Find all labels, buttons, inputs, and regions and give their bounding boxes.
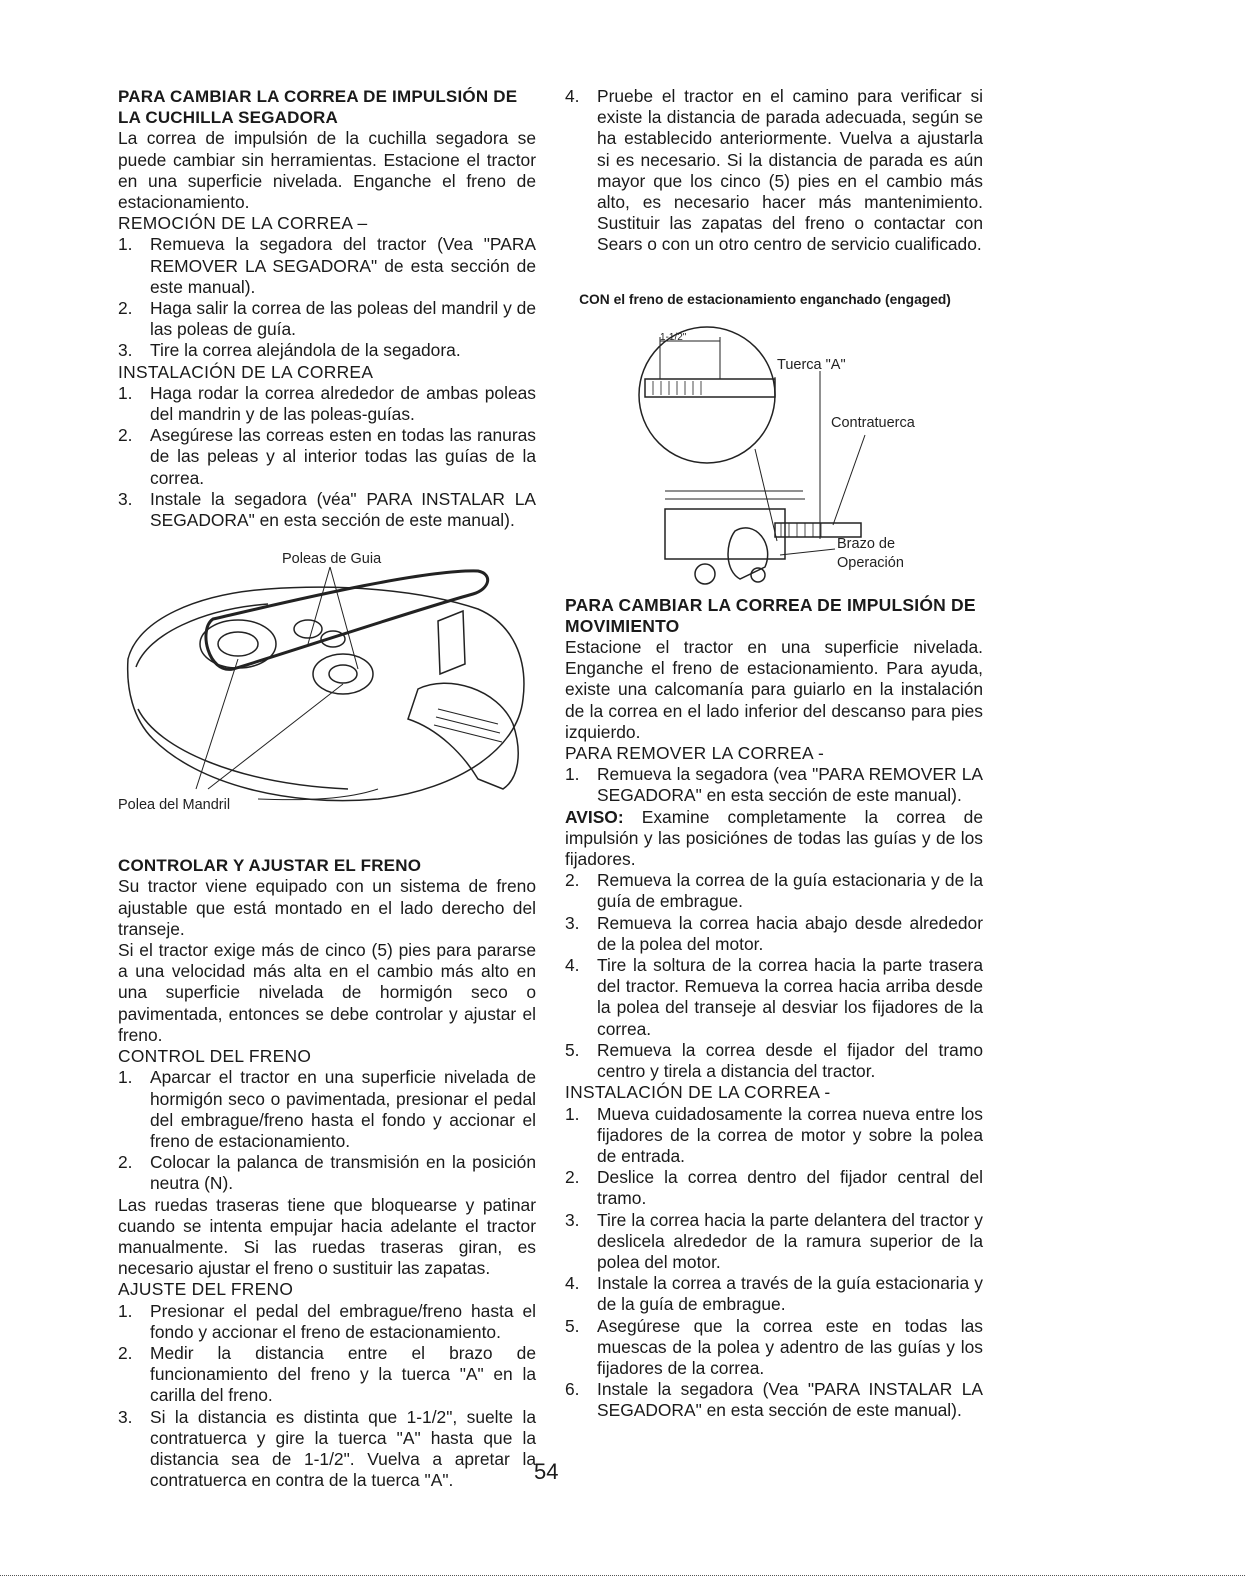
item-number: 5. xyxy=(565,1039,580,1060)
deck-bracket xyxy=(438,611,465,674)
item-text: Haga salir la correa de las poleas del mandril y de las poleas de guía. xyxy=(150,298,536,340)
guide-pulley-1 xyxy=(294,620,322,638)
left-column xyxy=(118,86,536,1491)
page-number: 54 xyxy=(534,1459,559,1484)
install-belt-heading: INSTALACIÓN DE LA CORREA - xyxy=(565,1082,831,1103)
item-text: Remueva la correa de la guía estacionaria y de la guía de embrague. xyxy=(597,870,983,912)
list-item xyxy=(118,234,536,298)
mower-deck-figure xyxy=(118,549,536,849)
notice-text: Examine completamente la correa de impulsión y las posiciónes de todas las guías y de los fijadores. xyxy=(565,806,983,870)
list-item xyxy=(565,870,983,912)
item-text: Instale la segadora (Vea "PARA INSTALAR LA SEGADORA" en esta sección de este manual). xyxy=(597,1379,983,1421)
item-text: Instale la segadora (véa" PARA INSTALAR LA SEGADORA" en esta sección de este manual). xyxy=(150,488,536,531)
operating-arm-leader xyxy=(780,549,835,555)
item-text: Deslice la correa dentro del fijador central del tramo. xyxy=(597,1167,983,1209)
magnifier-circle xyxy=(639,327,775,463)
item-number: 2. xyxy=(118,1152,133,1173)
operating-arm xyxy=(728,528,768,579)
dimension-extension-lines xyxy=(660,337,720,379)
item-text: Asegúrese que la correa este en todas las muescas de la polea y adentro de las guías y los fijadores de la correa. xyxy=(597,1315,983,1378)
drive-belt-intro: La correa de impulsión de la cuchilla segadora se puede cambiar sin herramientas. Estacione el tractor en una superficie nivelada. Enganche el freno de estacionamiento. xyxy=(118,128,536,213)
list-item xyxy=(565,1316,983,1380)
item-text: Remueva la correa desde el fijador del tramo centro y tirela a distancia del tractor. xyxy=(597,1039,983,1082)
item-text: Instale la correa a través de la guía estacionaria y de la guía de embrague. xyxy=(597,1273,983,1315)
magnifier-cone xyxy=(755,449,777,541)
list-item xyxy=(565,1167,983,1209)
item-number: 3. xyxy=(118,340,133,361)
spindle-pulley-left xyxy=(200,620,276,668)
item-number: 2. xyxy=(118,1342,133,1363)
item-text: Asegúrese las correas esten en todas las ranuras de las peleas y al interior todas las guías de la correa. xyxy=(150,425,536,488)
mower-deck-illustration xyxy=(118,549,536,849)
locknut-leader xyxy=(833,435,865,525)
spindle-pulley-label: Polea del Mandril xyxy=(118,797,231,814)
brake-pivot xyxy=(695,564,715,584)
item-number: 1. xyxy=(565,764,580,785)
list-item xyxy=(118,1407,536,1492)
item-text: Medir la distancia entre el brazo de funcionamiento del freno y la tuerca "A" en la carilla del freno. xyxy=(150,1342,536,1406)
brake-figure-title: CON el freno de estacionamiento enganchado (engaged) xyxy=(579,291,951,307)
item-text: Remueva la correa hacia abajo desde alrededor de la polea del motor. xyxy=(597,912,983,954)
list-item xyxy=(565,764,983,806)
item-number: 1. xyxy=(118,1300,133,1321)
list-item xyxy=(118,383,536,425)
guide-pulleys-leader xyxy=(308,567,358,669)
list-item xyxy=(118,489,536,531)
item-text: Pruebe el tractor en el camino para verificar si existe la distancia de parada adecuada, según se ha establecido anteriormente. Vuelva a ajustarla si es necesario. Si la distancia de parada es aún mayor que los cinco (5) pies en el cambio más alto, es necesario hacer más mantenimiento. Sustituir las zapatas del freno o contactar con Sears o con un otro centro de servicio cualificado. xyxy=(597,86,983,255)
item-number: 4. xyxy=(565,86,580,106)
right-column xyxy=(565,86,983,1422)
deck-outline xyxy=(128,587,524,800)
list-item xyxy=(565,1273,983,1315)
spindle-pulley-right-hub xyxy=(329,665,357,683)
item-number: 1. xyxy=(118,1067,133,1088)
item-number: 2. xyxy=(118,298,133,319)
item-number: 2. xyxy=(565,870,580,891)
adjust-heading: AJUSTE DEL FRENO xyxy=(118,1279,294,1300)
remove-belt-heading: PARA REMOVER LA CORREA - xyxy=(565,743,825,764)
item-text: Remueva la segadora (vea "PARA REMOVER LA SEGADORA" en esta sección de este manual). xyxy=(597,764,983,806)
spindle-pulley-right xyxy=(313,654,373,694)
list-item xyxy=(565,1104,983,1168)
control-note: Las ruedas traseras tiene que bloquearse y patinar cuando se intenta empujar hacia adelante el tractor manualmente. Si las ruedas traseras giran, es necesario ajustar el freno o sustituir las zapatas. xyxy=(118,1194,536,1279)
adjust-rod xyxy=(645,379,775,397)
rod-threads xyxy=(653,381,701,395)
list-item xyxy=(118,1301,536,1343)
item-number: 1. xyxy=(565,1103,580,1124)
locknut-label: Contratuerca xyxy=(831,414,915,431)
frame-lines xyxy=(665,491,805,499)
brake-figure xyxy=(565,309,983,591)
list-item xyxy=(118,425,536,489)
list-item xyxy=(565,1379,983,1421)
brake-rod xyxy=(775,523,861,537)
item-text: Tire la soltura de la correa hacia la parte trasera del tractor. Remueva la correa hacia arriba desde la polea del transeje al desviar los fijadores de la correa. xyxy=(597,955,983,1039)
install-heading: INSTALACIÓN DE LA CORREA xyxy=(118,361,374,382)
page-bottom-edge xyxy=(0,1575,1245,1576)
list-item xyxy=(118,340,536,361)
item-number: 4. xyxy=(565,955,580,976)
item-number: 4. xyxy=(565,1273,580,1294)
brake-illustration xyxy=(565,309,983,591)
item-number: 3. xyxy=(118,1406,133,1427)
list-item xyxy=(118,1067,536,1152)
item-number: 3. xyxy=(565,1209,580,1230)
drive-belt-heading: PARA CAMBIAR LA CORREA DE IMPULSIÓN DE LA CUCHILLA SEGADORA xyxy=(118,87,518,128)
list-item xyxy=(118,298,536,340)
item-number: 5. xyxy=(565,1315,580,1336)
list-item xyxy=(565,913,983,955)
brake-intro-1: Su tractor viene equipado con un sistema de freno ajustable que está montado en el lado derecho del transeje. xyxy=(118,876,536,939)
item-text: Remueva la segadora del tractor (Vea "PARA REMOVER LA SEGADORA" de esta sección de este manual). xyxy=(150,234,536,297)
spindle-pulley-leader xyxy=(196,659,343,789)
item-text: Colocar la palanca de transmisión en la posición neutra (N). xyxy=(150,1152,536,1194)
item-number: 1. xyxy=(118,234,133,255)
spacer xyxy=(565,256,983,290)
motion-belt-intro: Estacione el tractor en una superficie nivelada. Enganche el freno de estacionamiento. Para ayuda, existe una calcomanía para guiarlo en la instalación de la correa en el lado inferior del descanso para pies izquierdo. xyxy=(565,637,983,742)
list-item xyxy=(118,1152,536,1194)
list-item xyxy=(565,955,983,1040)
brake-heading: CONTROLAR Y AJUSTAR EL FRENO xyxy=(118,856,422,876)
item-number: 2. xyxy=(565,1167,580,1188)
removal-heading: REMOCIÓN DE LA CORREA – xyxy=(118,213,368,234)
item-text: Presionar el pedal del embrague/freno hasta el fondo y accionar el freno de estacionamiento. xyxy=(150,1300,536,1342)
control-heading: CONTROL DEL FRENO xyxy=(118,1046,312,1067)
item-text: Si la distancia es distinta que 1-1/2", suelte la contratuerca y gire la tuerca "A" hasta que la distancia sea de 1-1/2". Vuelva a apretar la contratuerca en contra de la tuerca "A". xyxy=(150,1406,536,1491)
dimension-label: 1-1/2" xyxy=(660,331,687,343)
nut-a-label: Tuerca "A" xyxy=(777,356,846,373)
item-number: 3. xyxy=(565,912,580,933)
guide-pulleys-label: Poleas de Guia xyxy=(282,551,382,568)
notice-paragraph xyxy=(565,807,983,871)
chute-grille xyxy=(434,709,502,742)
operating-arm-label: Brazo de Operación xyxy=(837,535,904,571)
item-number: 1. xyxy=(118,382,133,403)
item-text: Tire la correa alejándola de la segadora. xyxy=(150,340,461,361)
item-number: 2. xyxy=(118,425,133,446)
brake-rod-threads xyxy=(781,523,821,537)
item-text: Tire la correa hacia la parte delantera del tractor y deslicela alrededor de la ramura superior de la polea del motor. xyxy=(597,1209,983,1272)
list-item xyxy=(565,1040,983,1082)
item-text: Aparcar el tractor en una superficie nivelada de hormigón seco o pavimentada, presionar el pedal del embrague/freno hasta el fondo y accionar el freno de estacionamiento. xyxy=(150,1067,536,1151)
deck-lower-edge xyxy=(138,709,348,789)
list-item xyxy=(565,86,983,256)
item-number: 3. xyxy=(118,488,133,509)
item-number: 6. xyxy=(565,1379,580,1400)
item-text: Mueva cuidadosamente la correa nueva entre los fijadores de la correa de motor y sobre la polea de entrada. xyxy=(597,1103,983,1166)
spindle-pulley-left-hub xyxy=(218,632,258,656)
item-text: Haga rodar la correa alrededor de ambas poleas del mandrin y de las poleas-guías. xyxy=(150,382,536,425)
list-item xyxy=(118,1343,536,1407)
notice-label: AVISO: xyxy=(565,806,624,827)
brake-intro-2: Si el tractor exige más de cinco (5) pies para pararse a una velocidad más alta en el cambio más alto en una superficie nivelada de hormigón seco o pavimentada, entonces se debe controlar y ajustar el freno. xyxy=(118,940,536,1045)
list-item xyxy=(565,1210,983,1274)
motion-belt-heading: PARA CAMBIAR LA CORREA DE IMPULSIÓN DE MOVIMIENTO xyxy=(565,594,976,636)
